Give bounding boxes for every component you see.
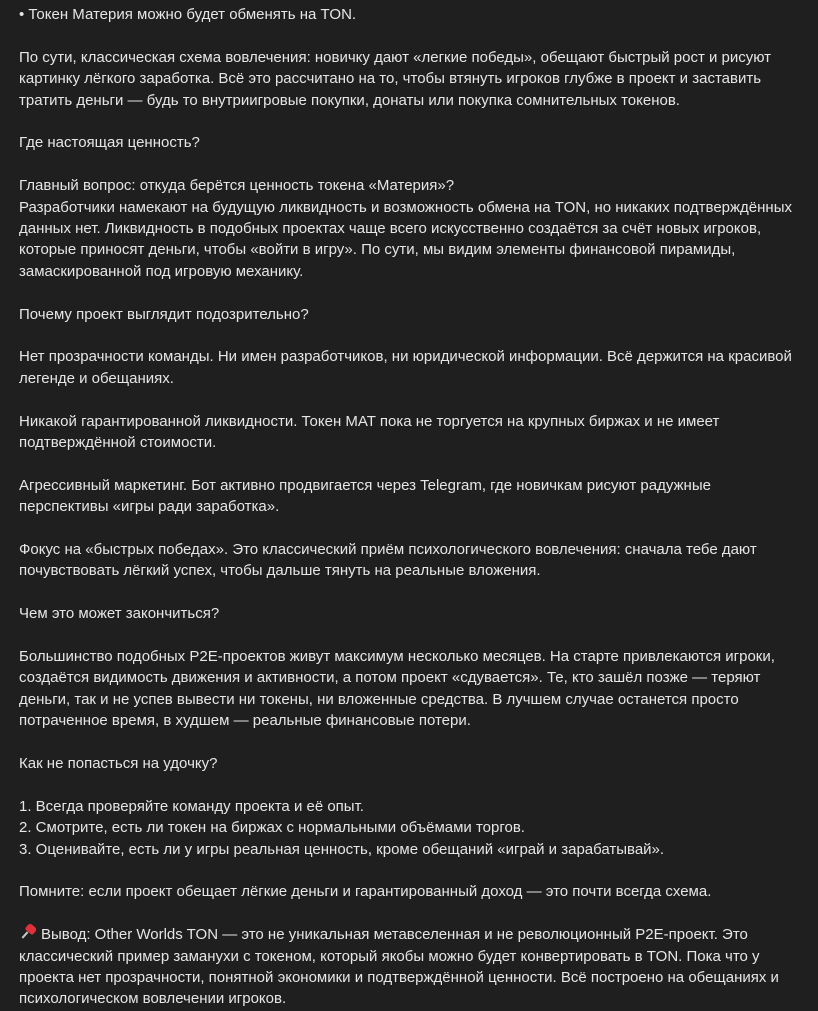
text-line: проекта нет прозрачности, понятной экономики и подтверждённой ценности. Всё построено на обещаниях и bbox=[19, 969, 779, 987]
text-line: Агрессивный маркетинг. Бот активно продвигается через Telegram, где новичкам рисуют радужные bbox=[19, 476, 711, 494]
outcome-paragraph bbox=[19, 646, 798, 732]
section-heading bbox=[19, 753, 798, 774]
intro-paragraph bbox=[19, 47, 798, 111]
text-line: Помните: если проект обещает лёгкие деньги и гарантированный доход — это почти всегда схема. bbox=[19, 883, 712, 901]
list-item: 2. Смотрите, есть ли токен на биржах с нормальными объёмами торгов. bbox=[19, 819, 525, 837]
text-line: Главный вопрос: откуда берётся ценность токена «Материя»? bbox=[19, 177, 455, 195]
text-line: подтверждённой стоимости. bbox=[19, 434, 217, 452]
text-line: Как не попасться на удочку? bbox=[19, 755, 218, 773]
text-line: замаскированной под игровую механику. bbox=[19, 262, 304, 280]
text-line: Чем это может закончиться? bbox=[19, 605, 220, 623]
text-line: которые приносят деньги, чтобы «войти в игру». По сути, мы видим элементы финансовой пирамиды, bbox=[19, 241, 736, 259]
conclusion-paragraph bbox=[19, 924, 798, 1010]
conclusion-text: Вывод: Other Worlds TON — это не уникальная метавселенная и не революционный P2E-проект. Это bbox=[41, 926, 748, 944]
text-line: • Токен Материя можно будет обменять на TON. bbox=[19, 6, 357, 23]
text-line bbox=[19, 924, 798, 945]
text-line: классический пример заманухи с токеном, который якобы можно будет конвертировать в TON. Пока что у bbox=[19, 947, 760, 965]
bullet-paragraph bbox=[19, 4, 798, 25]
text-line: Разработчики намекают на будущую ликвидность и возможность обмена на TON, но никаких подтверждённых bbox=[19, 198, 792, 216]
pushpin-icon bbox=[19, 925, 37, 941]
list-item: 3. Оценивайте, есть ли у игры реальная ценность, кроме обещаний «играй и зарабатывай». bbox=[19, 840, 665, 858]
value-paragraph bbox=[19, 175, 798, 282]
text-line: создаётся видимость движения и активности, а потом проект «сдувается». Те, кто зашёл позже — теряют bbox=[19, 669, 761, 687]
text-line: перспективы «игры ради заработка». bbox=[19, 498, 280, 516]
text-line: легенде и обещаниях. bbox=[19, 369, 174, 387]
text-line: почувствовать лёгкий успех, чтобы дальше тянуть на реальные вложения. bbox=[19, 562, 541, 580]
text-line: Нет прозрачности команды. Ни имен разработчиков, ни юридической информации. Всё держится на красивой bbox=[19, 348, 792, 366]
marketing-paragraph bbox=[19, 475, 798, 518]
text-line: тратить деньги — будь то внутриигровые покупки, донаты или покупка сомнительных токенов. bbox=[19, 91, 680, 109]
quick-wins-paragraph bbox=[19, 539, 798, 582]
section-heading bbox=[19, 603, 798, 624]
text-line: данных нет. Ликвидность в подобных проектах чаще всего искусственно создаётся за счёт новых игроков, bbox=[19, 220, 762, 238]
text-line: Почему проект выглядит подозрительно? bbox=[19, 305, 309, 323]
text-line: картинку лёгкого заработка. Всё это рассчитано на то, чтобы втянуть игроков глубже в проект и заставить bbox=[19, 70, 762, 88]
list-item: 1. Всегда проверяйте команду проекта и её опыт. bbox=[19, 797, 364, 815]
text-line: психологическом вовлечении игроков. bbox=[19, 990, 287, 1008]
tips-list bbox=[19, 796, 798, 860]
text-line: деньги, так и не успев вывести ни токены, ни вложенные средства. В лучшем случае останется просто bbox=[19, 690, 739, 708]
team-paragraph bbox=[19, 346, 798, 389]
text-line: Никакой гарантированной ликвидности. Токен MAT пока не торгуется на крупных биржах и не имеет bbox=[19, 412, 720, 430]
text-line: потраченное время, в худшем — реальные финансовые потери. bbox=[19, 712, 471, 730]
liquidity-paragraph bbox=[19, 411, 798, 454]
text-line: По сути, классическая схема вовлечения: новичку дают «легкие победы», обещают быстрый рост и рисуют bbox=[19, 48, 772, 66]
section-heading bbox=[19, 132, 798, 153]
reminder-paragraph bbox=[19, 881, 798, 902]
text-line: Фокус на «быстрых победах». Это классический приём психологического вовлечения: сначала тебе дают bbox=[19, 541, 757, 559]
text-line: Где настоящая ценность? bbox=[19, 134, 200, 152]
text-line: Большинство подобных P2E-проектов живут максимум несколько месяцев. На старте привлекаются игроки, bbox=[19, 648, 775, 666]
section-heading bbox=[19, 304, 798, 325]
